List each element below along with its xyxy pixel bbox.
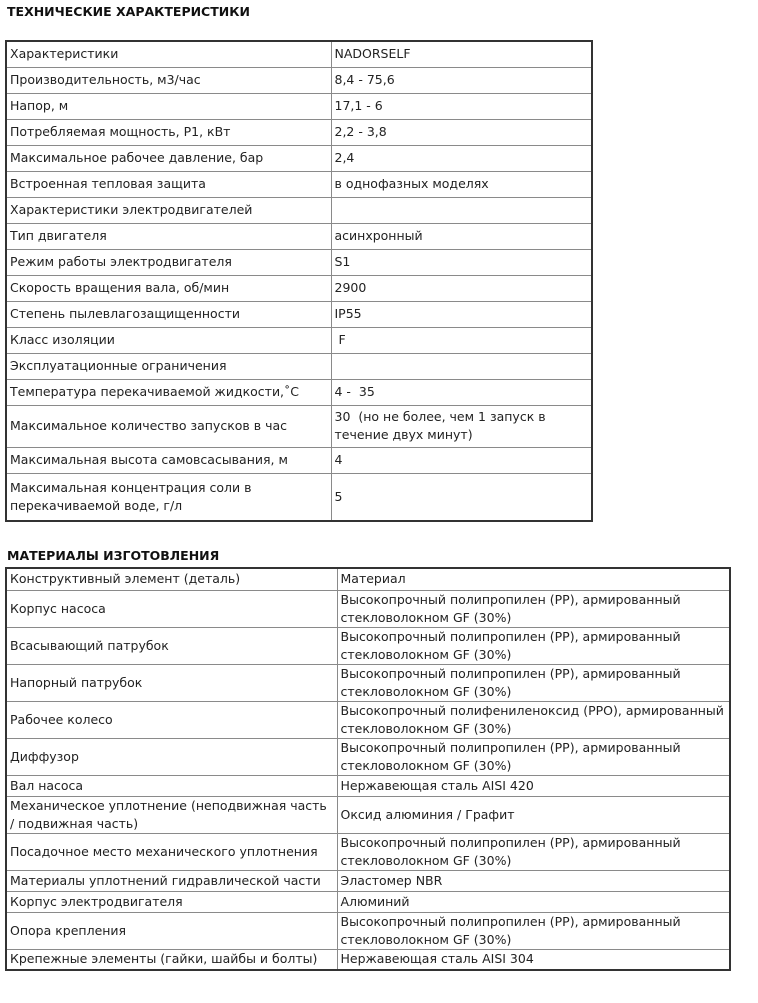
material-value: Алюминий — [337, 891, 730, 912]
table-row — [6, 41, 592, 67]
material-value: Высокопрочный полипропилен (PP), армированный стекловолокном GF (30%) — [337, 590, 730, 627]
spec-value — [331, 353, 592, 379]
material-value: Высокопрочный полипропилен (PP), армированный стекловолокном GF (30%) — [337, 664, 730, 701]
table-row — [6, 664, 730, 701]
spec-label: Характеристики электродвигателей — [6, 197, 331, 223]
spec-label: Напор, м — [6, 93, 331, 119]
spec-value: асинхронный — [331, 223, 592, 249]
spec-label: Максимальная высота самовсасывания, м — [6, 447, 331, 473]
material-part: Конструктивный элемент (деталь) — [6, 568, 337, 590]
spec-label: Потребляемая мощность, P1, кВт — [6, 119, 331, 145]
table-row — [6, 145, 592, 171]
spec-value: S1 — [331, 249, 592, 275]
spec-label: Характеристики — [6, 41, 331, 67]
spec-label: Режим работы электродвигателя — [6, 249, 331, 275]
materials-title: МАТЕРИАЛЫ ИЗГОТОВЛЕНИЯ — [7, 548, 220, 563]
material-part: Всасывающий патрубок — [6, 627, 337, 664]
table-row — [6, 223, 592, 249]
material-value: Оксид алюминия / Графит — [337, 796, 730, 833]
table-row — [6, 568, 730, 590]
table-row — [6, 775, 730, 796]
table-row — [6, 275, 592, 301]
material-value: Эластомер NBR — [337, 870, 730, 891]
specs-table — [5, 40, 593, 522]
spec-label: Максимальная концентрация соли в перекачиваемой воде, г/л — [6, 473, 331, 521]
table-row — [6, 701, 730, 738]
spec-label: Максимальное количество запусков в час — [6, 405, 331, 447]
spec-label: Степень пылевлагозащищенности — [6, 301, 331, 327]
table-row — [6, 949, 730, 970]
spec-label: Температура перекачиваемой жидкости,˚C — [6, 379, 331, 405]
table-row — [6, 912, 730, 949]
table-row — [6, 590, 730, 627]
spec-label: Эксплуатационные ограничения — [6, 353, 331, 379]
material-part: Корпус электродвигателя — [6, 891, 337, 912]
material-value: Высокопрочный полипропилен (PP), армированный стекловолокном GF (30%) — [337, 833, 730, 870]
spec-value — [331, 197, 592, 223]
material-part: Вал насоса — [6, 775, 337, 796]
table-row — [6, 473, 592, 521]
spec-value: 30 (но не более, чем 1 запуск в течение двух минут) — [331, 405, 592, 447]
table-row — [6, 353, 592, 379]
spec-value: 4 - 35 — [331, 379, 592, 405]
materials-table — [5, 567, 731, 971]
spec-value: IP55 — [331, 301, 592, 327]
table-row — [6, 870, 730, 891]
table-row — [6, 379, 592, 405]
material-part: Рабочее колесо — [6, 701, 337, 738]
material-part: Опора крепления — [6, 912, 337, 949]
table-row — [6, 627, 730, 664]
spec-value: 8,4 - 75,6 — [331, 67, 592, 93]
spec-value: F — [331, 327, 592, 353]
table-row — [6, 119, 592, 145]
spec-value: в однофазных моделях — [331, 171, 592, 197]
spec-value: 2,4 — [331, 145, 592, 171]
spec-value: 2900 — [331, 275, 592, 301]
spec-label: Класс изоляции — [6, 327, 331, 353]
spec-value: 17,1 - 6 — [331, 93, 592, 119]
material-part: Крепежные элементы (гайки, шайбы и болты) — [6, 949, 337, 970]
material-value: Высокопрочный полифениленоксид (PPO), армированный стекловолокном GF (30%) — [337, 701, 730, 738]
spec-value: 4 — [331, 447, 592, 473]
material-part: Диффузор — [6, 738, 337, 775]
specs-title: ТЕХНИЧЕСКИЕ ХАРАКТЕРИСТИКИ — [7, 4, 250, 19]
spec-label: Тип двигателя — [6, 223, 331, 249]
table-row — [6, 796, 730, 833]
material-value: Материал — [337, 568, 730, 590]
material-part: Напорный патрубок — [6, 664, 337, 701]
table-row — [6, 738, 730, 775]
table-row — [6, 405, 592, 447]
table-row — [6, 171, 592, 197]
spec-label: Встроенная тепловая защита — [6, 171, 331, 197]
spec-label: Максимальное рабочее давление, бар — [6, 145, 331, 171]
table-row — [6, 833, 730, 870]
spec-label: Производительность, м3/час — [6, 67, 331, 93]
material-value: Нержавеющая сталь AISI 420 — [337, 775, 730, 796]
material-value: Высокопрочный полипропилен (PP), армированный стекловолокном GF (30%) — [337, 738, 730, 775]
material-value: Высокопрочный полипропилен (PP), армированный стекловолокном GF (30%) — [337, 912, 730, 949]
table-row — [6, 447, 592, 473]
table-row — [6, 327, 592, 353]
table-row — [6, 249, 592, 275]
table-row — [6, 93, 592, 119]
table-row — [6, 891, 730, 912]
spec-value: 2,2 - 3,8 — [331, 119, 592, 145]
material-part: Посадочное место механического уплотнения — [6, 833, 337, 870]
table-row — [6, 301, 592, 327]
table-row — [6, 67, 592, 93]
material-part: Материалы уплотнений гидравлической части — [6, 870, 337, 891]
material-part: Механическое уплотнение (неподвижная часть / подвижная часть) — [6, 796, 337, 833]
table-row — [6, 197, 592, 223]
material-part: Корпус насоса — [6, 590, 337, 627]
material-value: Высокопрочный полипропилен (PP), армированный стекловолокном GF (30%) — [337, 627, 730, 664]
material-value: Нержавеющая сталь AISI 304 — [337, 949, 730, 970]
spec-value: 5 — [331, 473, 592, 521]
spec-label: Скорость вращения вала, об/мин — [6, 275, 331, 301]
spec-value: NADORSELF — [331, 41, 592, 67]
